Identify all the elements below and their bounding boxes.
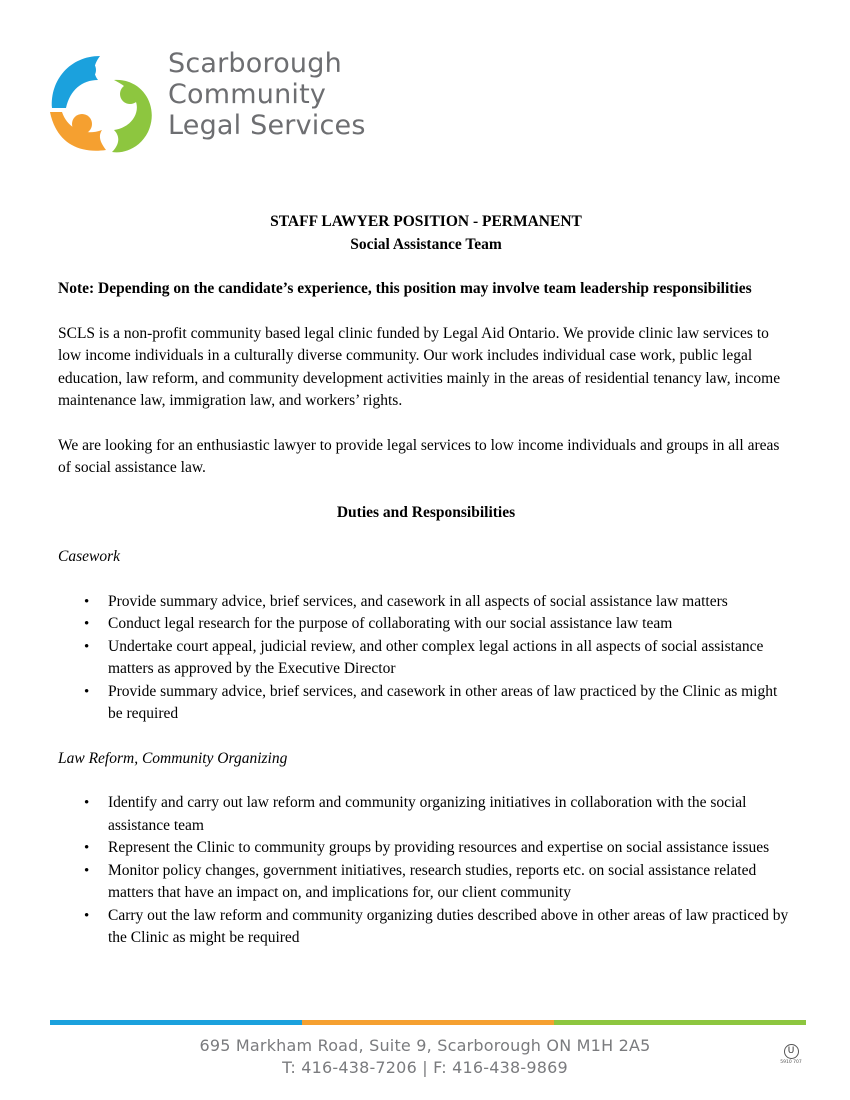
looking-for-paragraph: We are looking for an enthusiastic lawyer to provide legal services to low income individuals and groups in all areas of social assistance law. [58, 436, 780, 476]
logo-blue-arc [52, 56, 100, 108]
page-title: STAFF LAWYER POSITION - PERMANENT [270, 213, 582, 230]
section-title-law-reform: Law Reform, Community Organizing [58, 749, 288, 767]
page-subtitle: Social Assistance Team [350, 235, 502, 253]
list-item: • Undertake court appeal, judicial review, and other complex legal actions in all aspects of social assistance matters as approved by the Executive Director [108, 636, 794, 681]
union-bug-code: 5910 707 [780, 1060, 802, 1065]
list-item: • Represent the Clinic to community groups by providing resources and expertise on social assistance issues [108, 837, 794, 860]
document-body [58, 211, 794, 950]
section-title-casework: Casework [58, 548, 120, 565]
law-reform-list [58, 792, 794, 950]
intro-paragraph: SCLS is a non-profit community based legal clinic funded by Legal Aid Ontario. We provide clinic law services to low income individuals in a culturally diverse community. Our work includes individual case work, public legal education, law reform, and community development activities mainly in the areas of residential tenancy law, income maintenance law, immigration law, and workers’ rights. [58, 324, 781, 409]
list-item: • Provide summary advice, brief services, and casework in other areas of law practiced by the Clinic as might be required [108, 681, 794, 726]
organization-name [168, 48, 366, 141]
union-bug-icon [780, 1044, 802, 1070]
list-item: • Conduct legal research for the purpose of collaborating with our social assistance law team [108, 613, 794, 636]
casework-list [58, 591, 794, 726]
organization-name-line: Scarborough [168, 48, 342, 79]
footer-color-bar [50, 1020, 806, 1025]
list-item: • Carry out the law reform and community organizing duties described above in other areas of law practiced by the Clinic as might be required [108, 905, 794, 950]
list-item: • Identify and carry out law reform and community organizing initiatives in collaboration with the social assistance team [108, 792, 794, 837]
organization-logo [48, 46, 378, 156]
list-item: • Monitor policy changes, government initiatives, research studies, reports etc. on social assistance related matters that have an impact on, and implications for, our client community [108, 860, 794, 905]
duties-heading: Duties and Responsibilities [336, 503, 516, 521]
list-item: • Provide summary advice, brief services, and casework in all aspects of social assistance law matters [108, 591, 794, 614]
logo-green-arc [112, 80, 152, 152]
footer-phones: T: 416-438-7206 | F: 416-438-9869 [282, 1058, 568, 1077]
footer-address: 695 Markham Road, Suite 9, Scarborough ON M1H 2A5 [199, 1036, 651, 1055]
footer-bar-orange [302, 1020, 554, 1025]
logo-figures-icon [48, 50, 156, 154]
union-bug-mark: U [784, 1044, 799, 1059]
leadership-note: Note: Depending on the candidate’s experience, this position may involve team leadership responsibilities [58, 280, 752, 297]
organization-name-line: Legal Services [168, 110, 366, 141]
footer-bar-green [554, 1020, 806, 1025]
footer-bar-blue [50, 1020, 302, 1025]
organization-name-line: Community [168, 79, 327, 110]
